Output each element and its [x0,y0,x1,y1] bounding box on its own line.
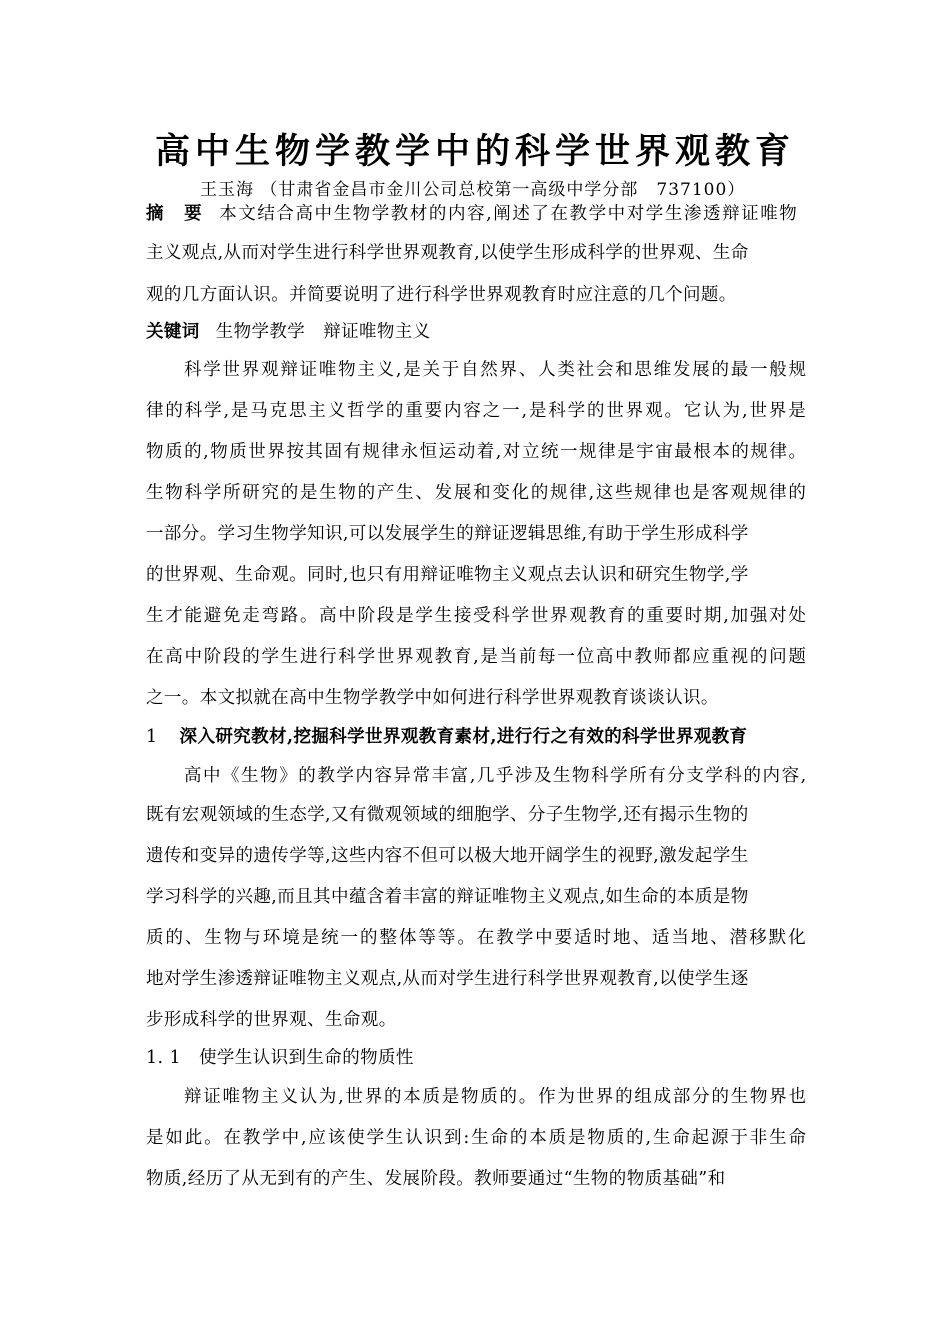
paragraph-line: 科学世界观辩证唯物主义,是关于自然界、人类社会和思维发展的最一般规 [184,360,808,380]
subsection-title: 使学生认识到生命的物质性 [199,1048,414,1068]
abstract-line [146,200,798,228]
subsection-number: 1. 1 [146,1048,181,1068]
section-title: 深入研究教材,挖掘科学世界观教育素材,进行行之有效的科学世界观教育 [179,727,748,747]
abstract-text: 本文结合高中生物学教材的内容,阐述了在教学中对学生渗透辩证唯物 [219,204,799,224]
paragraph-line: 在高中阶段的学生进行科学世界观教育,是当前每一位高中教师都应重视的问题 [146,647,808,667]
paragraph-line: 物质的,物质世界按其固有规律永恒运动着,对立统一规律是宇宙最根本的规律。 [146,442,808,462]
author-affiliation: 王玉海 （甘肃省金昌市金川公司总校第一高级中学分部 737100） [200,180,746,200]
paragraph-line: 既有宏观领域的生态学,又有微观领域的细胞学、分子生物学,还有揭示生物的 [146,805,749,825]
paragraph-line: 律的科学,是马克思主义哲学的重要内容之一,是科学的世界观。它认为,世界是 [146,401,808,421]
paragraph-line: 是如此。在教学中,应该使学生认识到:生命的本质是物质的,生命起源于非生命 [146,1128,808,1148]
paragraph-line: 生物科学所研究的是生物的产生、发展和变化的规律,这些规律也是客观规律的 [146,483,808,503]
keywords-label: 关键词 [146,322,200,342]
keyword: 生物学教学 [215,322,306,342]
paragraph-line: 的世界观、生命观。同时,也只有用辩证唯物主义观点去认识和研究生物学,学 [146,565,749,585]
paragraph-line: 步形成科学的世界观、生命观。 [146,1010,397,1030]
paragraph-line: 生才能避免走弯路。高中阶段是学生接受科学世界观教育的重要时期,加强对处 [146,606,808,626]
section-heading [146,723,747,751]
document-title: 高中生物学教学中的科学世界观教育 [154,132,795,172]
paragraph-line: 辩证唯物主义认为,世界的本质是物质的。作为世界的组成部分的生物界也 [184,1087,808,1107]
paragraph-line: 学习科学的兴趣,而且其中蕴含着丰富的辩证唯物主义观点,如生命的本质是物 [146,887,749,907]
section-number: 1 [146,727,158,747]
subsection-heading [146,1044,414,1072]
paragraph-line: 之一。本文拟就在高中生物学教学中如何进行科学世界观教育谈谈认识。 [146,688,719,708]
abstract-line: 主义观点,从而对学生进行科学世界观教育,以使学生形成科学的世界观、生命 [146,243,749,263]
paragraph-line: 质的、生物与环境是统一的整体等等。在教学中要适时地、适当地、潜移默化 [146,928,808,948]
abstract-label: 摘 要 [146,204,204,224]
paragraph-line: 地对学生渗透辩证唯物主义观点,从而对学生进行科学世界观教育,以使学生逐 [146,969,749,989]
keywords-line [146,318,431,346]
paragraph-line: 一部分。学习生物学知识,可以发展学生的辩证逻辑思维,有助于学生形成科学 [146,524,749,544]
abstract-line: 观的几方面认识。并简要说明了进行科学世界观教育时应注意的几个问题。 [146,285,737,305]
paragraph-line: 高中《生物》的教学内容异常丰富,几乎涉及生物科学所有分支学科的内容, [184,766,808,786]
keyword: 辩证唯物主义 [323,322,431,342]
paragraph-line: 物质,经历了从无到有的产生、发展阶段。教师要通过“生物的物质基础”和 [146,1169,726,1189]
paragraph-line: 遗传和变异的遗传学等,这些内容不但可以极大地开阔学生的视野,激发起学生 [146,846,749,866]
